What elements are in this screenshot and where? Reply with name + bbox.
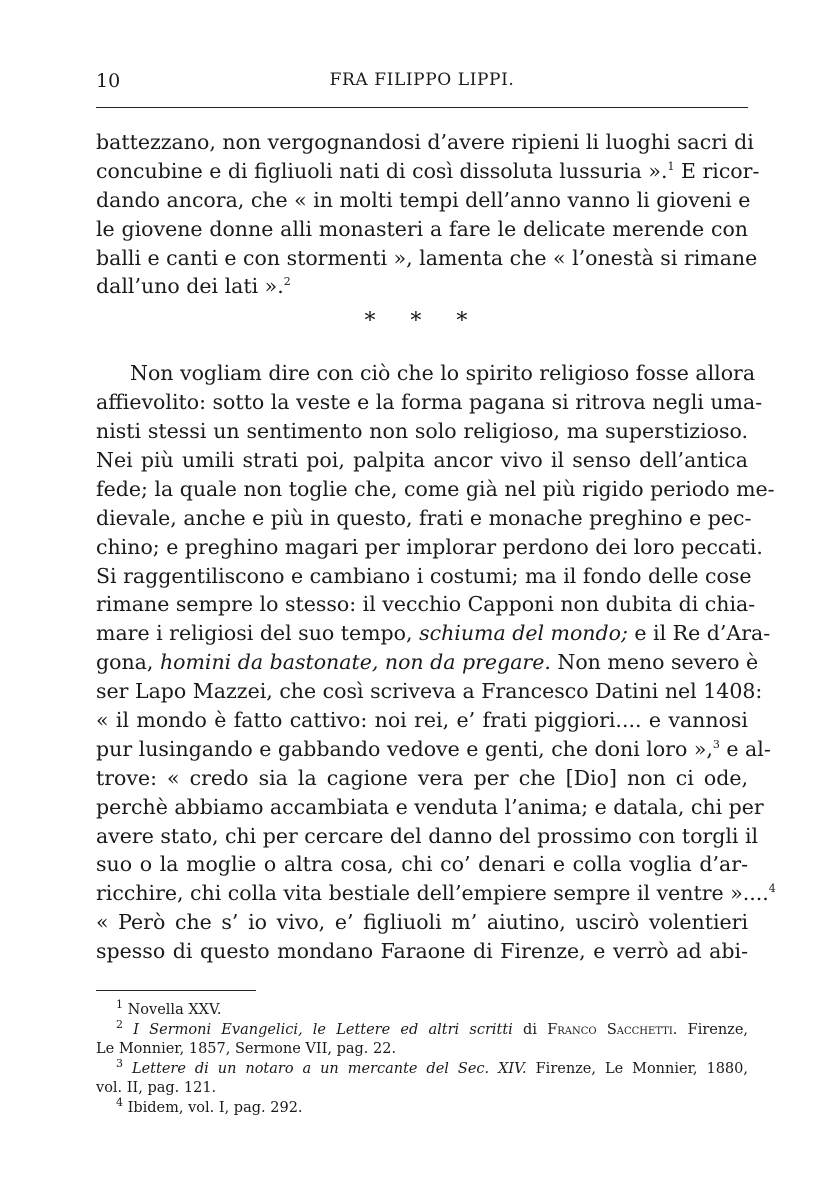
italic-quote: homini da bastonate, non da pregare. <box>159 650 551 675</box>
text-line: suo o la moglie o altra cosa, chi co’ denari e colla voglia d’ar- <box>96 852 748 877</box>
text-line: battezzano, non vergognandosi d’avere ripieni li luoghi sacri di <box>96 130 754 154</box>
footnote-ref: 2 <box>283 275 291 289</box>
footnote-ref: 1 <box>667 160 675 174</box>
footnote-3: $^3$ Lettere di un notaro a un mercante del Sec. XIV. Firenze, Le Monnier, 1880, <box>116 1056 748 1077</box>
text-line: rimane sempre lo stesso: il vecchio Capponi non dubita di chia- <box>96 592 756 617</box>
footnote-2-cont: Le Monnier, 1857, Sermone VII, pag. 22. <box>96 1041 397 1057</box>
text-line: Non vogliam dire con ciò che lo spirito religioso fosse allora <box>130 361 756 386</box>
running-header <box>96 70 748 96</box>
book-page <box>96 70 776 1116</box>
text-line: avere stato, chi per cercare del danno del prossimo con torgli il <box>96 823 759 848</box>
text-line: « Però che s’ io vivo, e’ figliuoli m’ aiutino, uscirò volentieri <box>96 910 748 935</box>
text-line: concubine e di figliuoli nati di così dissoluta lussuria ».$^1$ E ricor- <box>96 158 760 183</box>
text-line: balli e canti e con stormenti », lamenta che « l’onestà si rimane <box>96 245 758 270</box>
text-line: ser Lapo Mazzei, che così scriveva a Francesco Datini nel 1408: <box>96 679 763 704</box>
running-title: FRA FILIPPO LIPPI. <box>329 70 515 90</box>
section-break-stars: ∗ ∗ ∗ <box>362 304 482 330</box>
text-line: dando ancora, che « in molti tempi dell’anno vanno li gioveni e <box>96 187 751 212</box>
text-line: dievale, anche e più in questo, frati e monache preghino e pec- <box>96 505 752 530</box>
italic-quote: schiuma del mondo; <box>419 621 628 646</box>
footnote-1: $^1$ Novella XXV. <box>116 998 222 1018</box>
footnotes <box>96 990 748 1118</box>
footnote-ref: 3 <box>712 738 720 752</box>
text-line: mare i religiosi del suo tempo, schiuma del mondo; e il Re d’Ara- <box>96 621 771 646</box>
footnote-2: $^2$ I Sermoni Evangelici, le Lettere ed altri scritti di Franco Sacchetti. Firenze, <box>116 1017 749 1038</box>
text-line: perchè abbiamo accambiata e venduta l’anima; e datala, chi per <box>96 794 764 819</box>
text-line: chino; e preghino magari per implorar perdono dei loro peccati. <box>96 534 763 559</box>
page-number: 10 <box>96 70 121 92</box>
text-line: Si raggentiliscono e cambiano i costumi; ma il fondo delle cose <box>96 563 752 588</box>
text-line: trove: « credo sia la cagione vera per che [Dio] non ci ode, <box>96 765 748 790</box>
text-line: fede; la quale non toglie che, come già nel più rigido periodo me- <box>96 476 775 501</box>
text-line: « il mondo è fatto cattivo: noi rei, e’ frati piggiori.... e vannosi <box>96 708 748 733</box>
text-line: gona, homini da bastonate, non da pregare. Non meno severo è <box>96 650 759 675</box>
text-line: le giovene donne alli monasteri a fare le delicate merende con <box>96 216 748 241</box>
text-line: Nei più umili strati poi, palpita ancor vivo il senso dell’antica <box>96 448 748 473</box>
main-text <box>96 128 776 966</box>
text-line: affievolito: sotto la veste e la forma pagana si ritrova negli uma- <box>96 390 763 415</box>
text-line: dall’uno dei lati ».$^2$ <box>96 274 291 299</box>
text-line: pur lusingando e gabbando vedove e genti, che doni loro »,$^3$ e al- <box>96 736 771 761</box>
footnote-rule <box>96 990 256 991</box>
header-rule <box>96 107 748 108</box>
text-line: ricchire, chi colla vita bestiale dell’empiere sempre il ventre »....$^4$ <box>96 881 776 906</box>
text-line: nisti stessi un sentimento non solo religioso, ma superstizioso. <box>96 419 748 444</box>
footnote-ref: 4 <box>768 882 776 896</box>
footnote-3-cont: vol. II, pag. 121. <box>96 1080 217 1096</box>
text-line: spesso di questo mondano Faraone di Firenze, e verrò ad abi- <box>96 939 748 964</box>
footnote-4: $^4$ Ibidem, vol. I, pag. 292. <box>116 1095 303 1116</box>
